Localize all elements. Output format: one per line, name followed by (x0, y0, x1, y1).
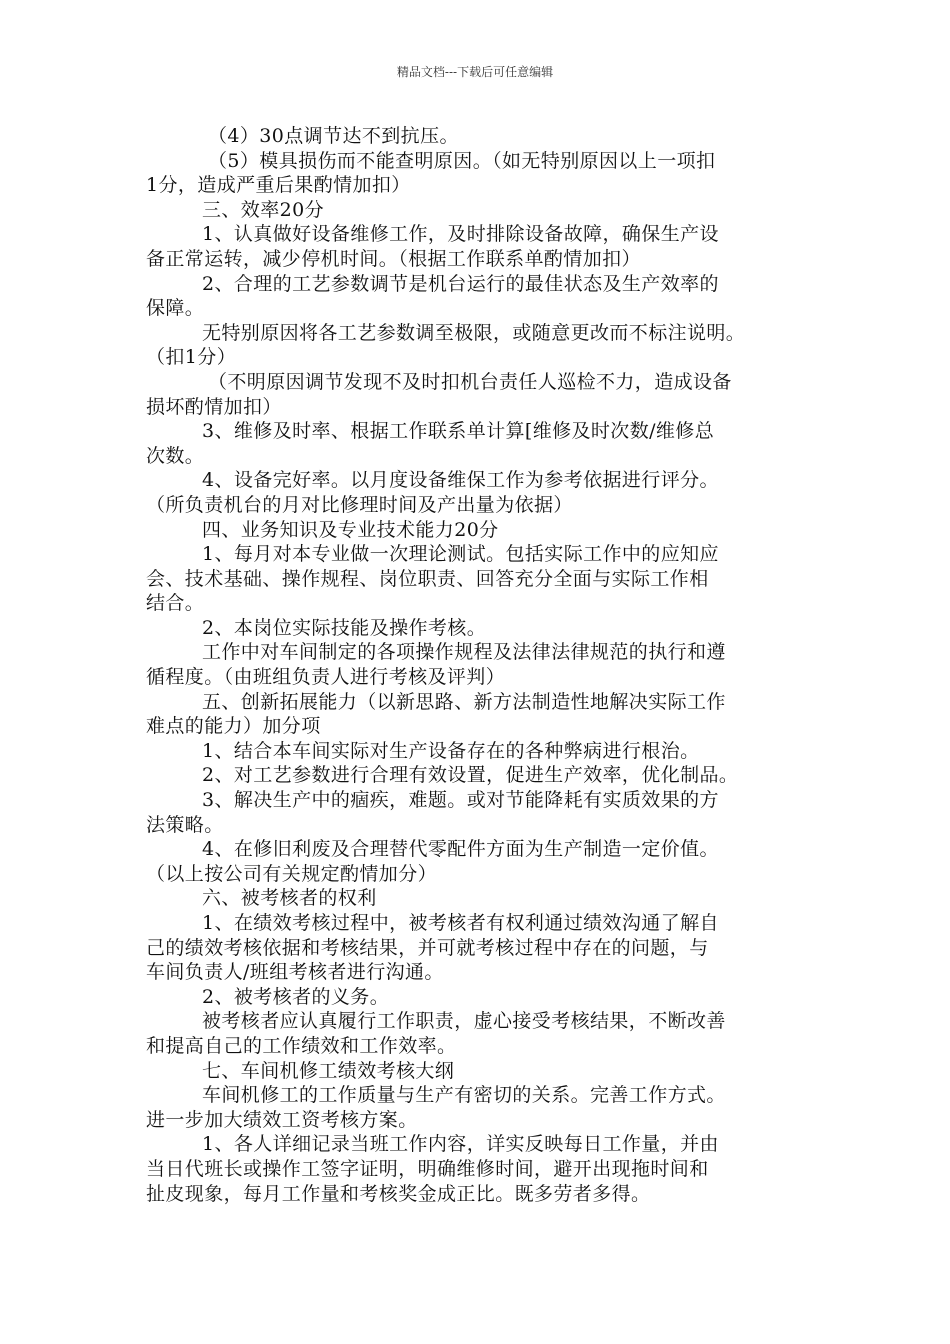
text-line: 车间机修工的工作质量与生产有密切的关系。完善工作方式。 (202, 1084, 726, 1107)
text-line: 七、车间机修工绩效考核大纲 (202, 1059, 455, 1082)
text-line: 1分，造成严重后果酌情加扣） (146, 174, 411, 197)
text-line: 2、本岗位实际技能及操作考核。 (202, 616, 487, 639)
document-body (146, 124, 822, 1206)
text-line: 结合。 (146, 592, 205, 615)
text-line: 1、认真做好设备维修工作，及时排除设备故障，确保生产设 (202, 223, 719, 246)
text-line: （以上按公司有关规定酌情加分） (146, 862, 438, 885)
text-line: 1、结合本车间实际对生产设备存在的各种弊病进行根治。 (202, 739, 700, 762)
text-line: （不明原因调节发现不及时扣机台责任人巡检不力，造成设备 (208, 370, 732, 393)
text-line: 四、业务知识及专业技术能力20分 (202, 518, 499, 541)
text-line: 循程度。（由班组负责人进行考核及评判） (146, 666, 506, 689)
text-line: 会、技术基础、操作规程、岗位职责、回答充分全面与实际工作相 (146, 567, 709, 590)
text-line: 无特别原因将各工艺参数调至极限，或随意更改而不标注说明。 (202, 321, 746, 344)
text-line: 备正常运转，减少停机时间。（根据工作联系单酌情加扣） (146, 247, 641, 270)
text-line: 1、各人详细记录当班工作内容，详实反映每日工作量，并由 (202, 1133, 719, 1156)
text-line: 4、设备完好率。以月度设备维保工作为参考依据进行评分。 (202, 469, 719, 492)
text-line: 六、被考核者的权利 (202, 887, 377, 910)
text-line: （扣1分） (146, 346, 237, 369)
text-line: 损坏酌情加扣） (146, 395, 282, 418)
text-line: 三、效率20分 (202, 198, 324, 221)
page-header: 精品文档---下载后可任意编辑 (396, 65, 554, 79)
text-line: 车间负责人/班组考核者进行沟通。 (146, 961, 444, 984)
text-line: 2、对工艺参数进行合理有效设置，促进生产效率，优化制品。 (202, 764, 739, 787)
text-line: （所负责机台的月对比修理时间及产出量为依据） (146, 493, 573, 516)
text-line: 2、被考核者的义务。 (202, 985, 390, 1008)
text-line: 难点的能力）加分项 (146, 715, 321, 738)
text-line: 法策略。 (146, 813, 224, 836)
text-line: 己的绩效考核依据和考核结果，并可就考核过程中存在的问题，与 (146, 936, 709, 959)
text-line: 扯皮现象，每月工作量和考核奖金成正比。既多劳者多得。 (146, 1182, 651, 1205)
text-line: 当日代班长或操作工签字证明，明确维修时间，避开出现拖时间和 (146, 1157, 709, 1180)
text-line: 2、合理的工艺参数调节是机台运行的最佳状态及生产效率的 (202, 272, 719, 295)
text-line: （4）30点调节达不到抗压。 (208, 125, 459, 147)
text-line: 1、每月对本专业做一次理论测试。包括实际工作中的应知应 (202, 543, 719, 566)
text-line: 进一步加大绩效工资考核方案。 (146, 1108, 418, 1131)
text-line: 和提高自己的工作绩效和工作效率。 (146, 1034, 457, 1057)
text-line: 五、创新拓展能力（以新思路、新方法制造性地解决实际工作 (202, 690, 726, 713)
text-line: 工作中对车间制定的各项操作规程及法律法律规范的执行和遵 (202, 641, 726, 664)
text-line: 被考核者应认真履行工作职责，虚心接受考核结果，不断改善 (202, 1010, 726, 1033)
text-line: 4、在修旧利废及合理替代零配件方面为生产制造一定价值。 (202, 838, 719, 861)
text-line: 1、在绩效考核过程中，被考核者有权利通过绩效沟通了解自 (202, 912, 719, 934)
text-line: 保障。 (146, 297, 205, 320)
text-line: 3、维修及时率、根据工作联系单计算[维修及时次数/维修总 (202, 420, 715, 443)
text-line: （5）模具损伤而不能查明原因。（如无特别原因以上一项扣 (208, 149, 716, 172)
text-line: 3、解决生产中的痼疾，难题。或对节能降耗有实质效果的方 (202, 789, 719, 812)
text-line: 次数。 (146, 444, 205, 467)
